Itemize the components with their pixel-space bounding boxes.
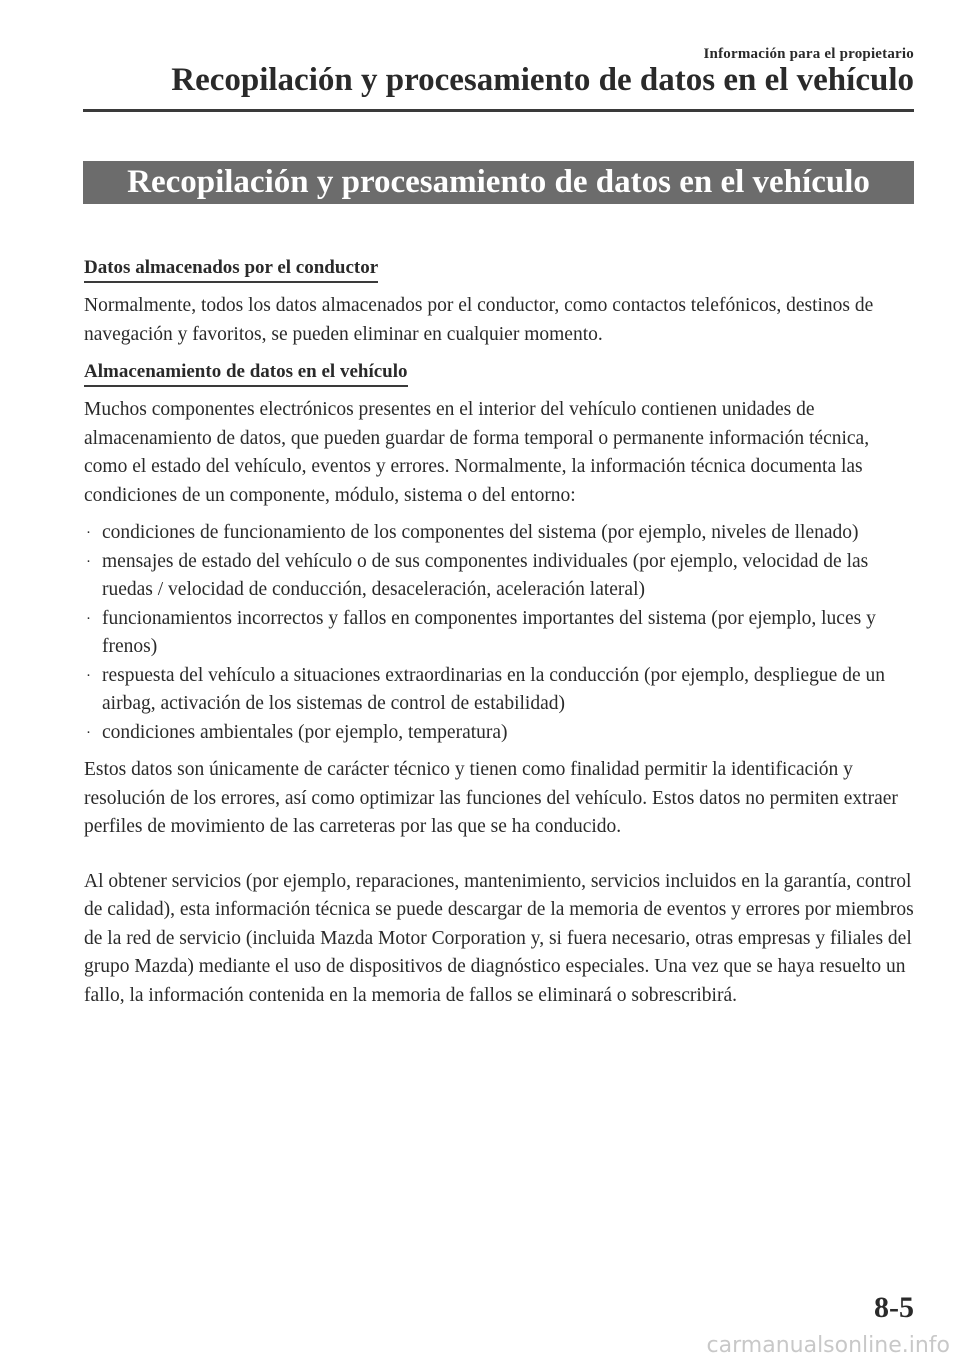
service-data-paragraph: Al obtener servicios (por ejemplo, reparaciones, mantenimiento, servicios incluidos en la garantía, control de calidad), esta información técnica se puede descargar de la memoria de eventos y errores por miembros de la red de servicio (incluida Mazda Motor Corporation y, si fuera necesario, otras empresas y filiales del grupo Mazda) mediante el uso de dispositivos de diagnóstico especiales. Una vez que se haya resuelto un fallo, la información contenida en la memoria de fallos se eliminará o sobrescribirá. [84, 870, 914, 1006]
chapter-banner: Recopilación y procesamiento de datos en el vehículo [83, 161, 914, 204]
bullet-icon: · [86, 724, 91, 741]
vehicle-storage-intro: Muchos componentes electrónicos presentes en el interior del vehículo contienen unidades de almacenamiento de datos, que pueden guardar de forma temporal o permanente información técnica, como el estado del vehículo, eventos y errores. Normalmente, la información técnica documenta las condiciones de un componente, módulo, sistema o del entorno: [84, 399, 870, 506]
running-header-title: Recopilación y procesamiento de datos en el vehículo [171, 62, 914, 98]
section-heading-driver-data: Datos almacenados por el conductor [84, 256, 378, 283]
watermark: carmanualsonline.info [706, 1333, 950, 1358]
list-item: · condiciones ambientales (por ejemplo, temperatura) [84, 719, 916, 748]
bullet-icon: · [86, 553, 91, 570]
list-item: · funcionamientos incorrectos y fallos en componentes importantes del sistema (por ejemplo, luces y frenos) [84, 605, 916, 662]
section-heading-vehicle-storage: Almacenamiento de datos en el vehículo [84, 360, 408, 387]
driver-data-paragraph: Normalmente, todos los datos almacenados por el conductor, como contactos telefónicos, destinos de navegación y favoritos, se pueden eliminar en cualquier momento. [84, 295, 874, 345]
list-item: · respuesta del vehículo a situaciones extraordinarias en la conducción (por ejemplo, despliegue de un airbag, activación de los sistemas de control de estabilidad) [84, 662, 916, 719]
technical-data-paragraph: Estos datos son únicamente de carácter técnico y tienen como finalidad permitir la identificación y resolución de los errores, así como optimizar las funciones del vehículo. Estos datos no permiten extraer perfiles de movimiento de las carreteras por las que se ha conducido. [84, 759, 898, 837]
bullet-icon: · [86, 525, 91, 541]
list-item: · condiciones de funcionamiento de los componentes del sistema (por ejemplo, niveles de llenado) [84, 519, 916, 548]
running-header-section: Información para el propietario [703, 46, 914, 62]
condition-list [84, 519, 916, 747]
page-content [84, 254, 916, 1010]
list-item: · mensajes de estado del vehículo o de sus componentes individuales (por ejemplo, velocidad de las ruedas / velocidad de conducción, desaceleración, aceleración lateral) [84, 548, 916, 605]
page-number: 8-5 [874, 1291, 914, 1324]
bullet-icon: · [86, 610, 91, 627]
bullet-icon: · [86, 667, 91, 684]
header-divider [83, 109, 914, 112]
